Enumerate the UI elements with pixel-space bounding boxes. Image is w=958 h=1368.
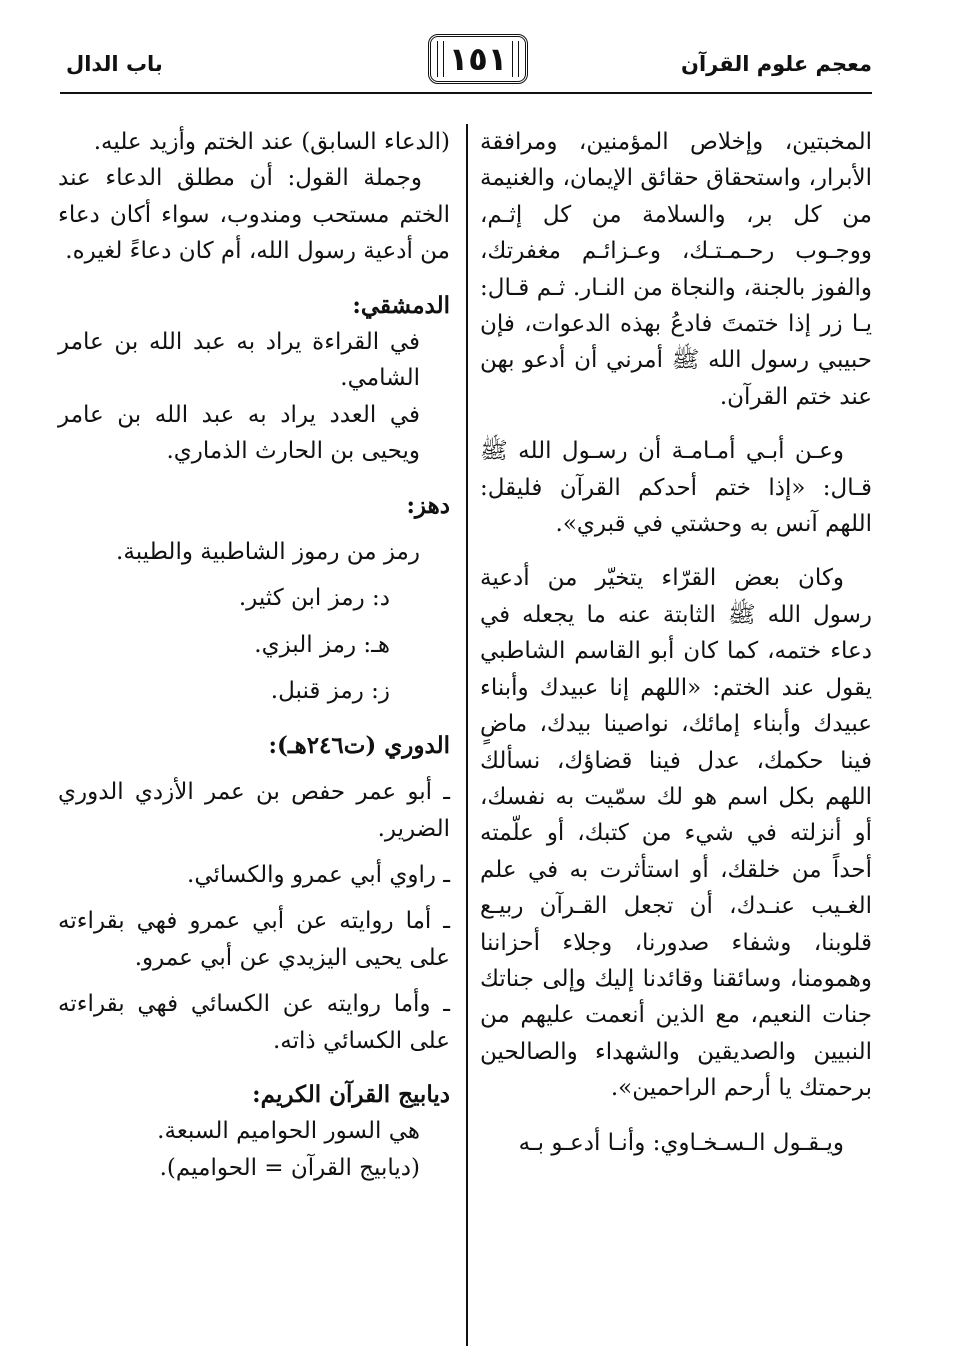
right-column <box>480 124 872 1161</box>
entry-line: في القراءة يراد به عبد الله بن عامر الشامي. <box>58 329 420 392</box>
entry-line: ـ وأما روايته عن الكسائي فهي بقراءته على الكسائي ذاته. <box>58 991 450 1054</box>
page-number: ١٥١ <box>428 34 528 84</box>
entry-heading-dababij: ديابيج القرآن الكريم: <box>252 1080 450 1108</box>
chapter-title: باب الدال <box>66 52 163 76</box>
paragraph: المخبتين، وإخلاص المؤمنين، ومرافقة الأبرار، واستحقاق حقائق الإيمان، والغنيمة من كل بر، والسلامة من كل إثـم، ووجـوب رحـمـتـك، وعـزائـم مغفرتك، والفوز بالجنة، والنجاة من النـار. ثـم قـال: يـا زر إذا ختمتَ فادعُ بهذه الدعوات، فإن حبيبي رسول الله ﷺ أمرني أن أدعو بهن عند ختم القرآن. <box>480 129 872 410</box>
paragraph: وعـن أبـي أمـامـة أن رسـول الله ﷺ قـال: «إذا ختم أحدكم القرآن فليقل: اللهم آنس به وحشتي في قبري». <box>480 438 872 538</box>
left-column <box>58 124 450 1186</box>
entry-code: ز: رمز قنبل. <box>270 678 390 705</box>
column-divider <box>466 124 468 1346</box>
header-rule <box>60 92 872 94</box>
entry-line: ـ راوي أبي عمرو والكسائي. <box>187 861 450 888</box>
entry-heading-dahz: دهز: <box>406 491 450 519</box>
entry-line: ـ أما روايته عن أبي عمرو فهي بقراءته على يحيى اليزيدي عن أبي عمرو. <box>58 908 450 971</box>
entry-code: هـ: رمز البزي. <box>254 631 390 658</box>
entry-line: (ديابيج القرآن = الحواميم). <box>159 1154 420 1181</box>
entry-line: رمز من رموز الشاطبية والطيبة. <box>116 539 420 566</box>
entry-heading-dimashqi: الدمشقي: <box>352 291 450 319</box>
entry-code: د: رمز ابن كثير. <box>238 585 390 612</box>
paragraph: ويـقـول الـسـخـاوي: وأنـا أدعـو بـه <box>518 1129 844 1156</box>
entry-line: ـ أبو عمر حفص بن عمر الأزدي الدوري الضرير. <box>58 779 450 842</box>
paragraph: (الدعاء السابق) عند الختم وأزيد عليه. <box>93 129 450 155</box>
paragraph: وكان بعض القرّاء يتخيّر من أدعية رسول الله ﷺ الثابتة عنه ما يجعله في دعاء ختمه، كما كان أبو القاسم الشاطبي يقول عند الختم: «اللهم إنا عبيدك وأبناء عبيدك وأبناء إمائك، نواصينا بيدك، ماضٍ فينا حكمك، عدل فينا قضاؤك، نسألك اللهم بكل اسم هو لك سمّيت به نفسك، أو أنزلته في شيء من كتبك، أو علّمته أحداً من خلقك، أو استأثرت به في علم الغـيب عنـدك، أن تجعل القـرآن ربيـع قلوبنا، وشفاء صدورنا، وجلاء أحزاننا وهمومنا، وسائقنا وقائدنا إليك وإلى جناتك جنات النعيم، مع الذين أنعمت عليهم من النبيين والصديقين والشهداء والصالحين برحمتك يا أرحم الراحمين». <box>480 565 872 1102</box>
paragraph: وجملة القول: أن مطلق الدعاء عند الختم مستحب ومندوب، سواء أكان دعاء من أدعية رسول الله، أم كان دعاءً لغيره. <box>58 165 450 265</box>
entry-line: في العدد يراد به عبد الله بن عامر ويحيى بن الحارث الذماري. <box>58 401 420 465</box>
book-title: معجم علوم القرآن <box>681 52 872 76</box>
entry-line: هي السور الحواميم السبعة. <box>157 1118 420 1145</box>
entry-heading-duri: الدوري (ت٢٤٦هـ): <box>268 731 450 759</box>
